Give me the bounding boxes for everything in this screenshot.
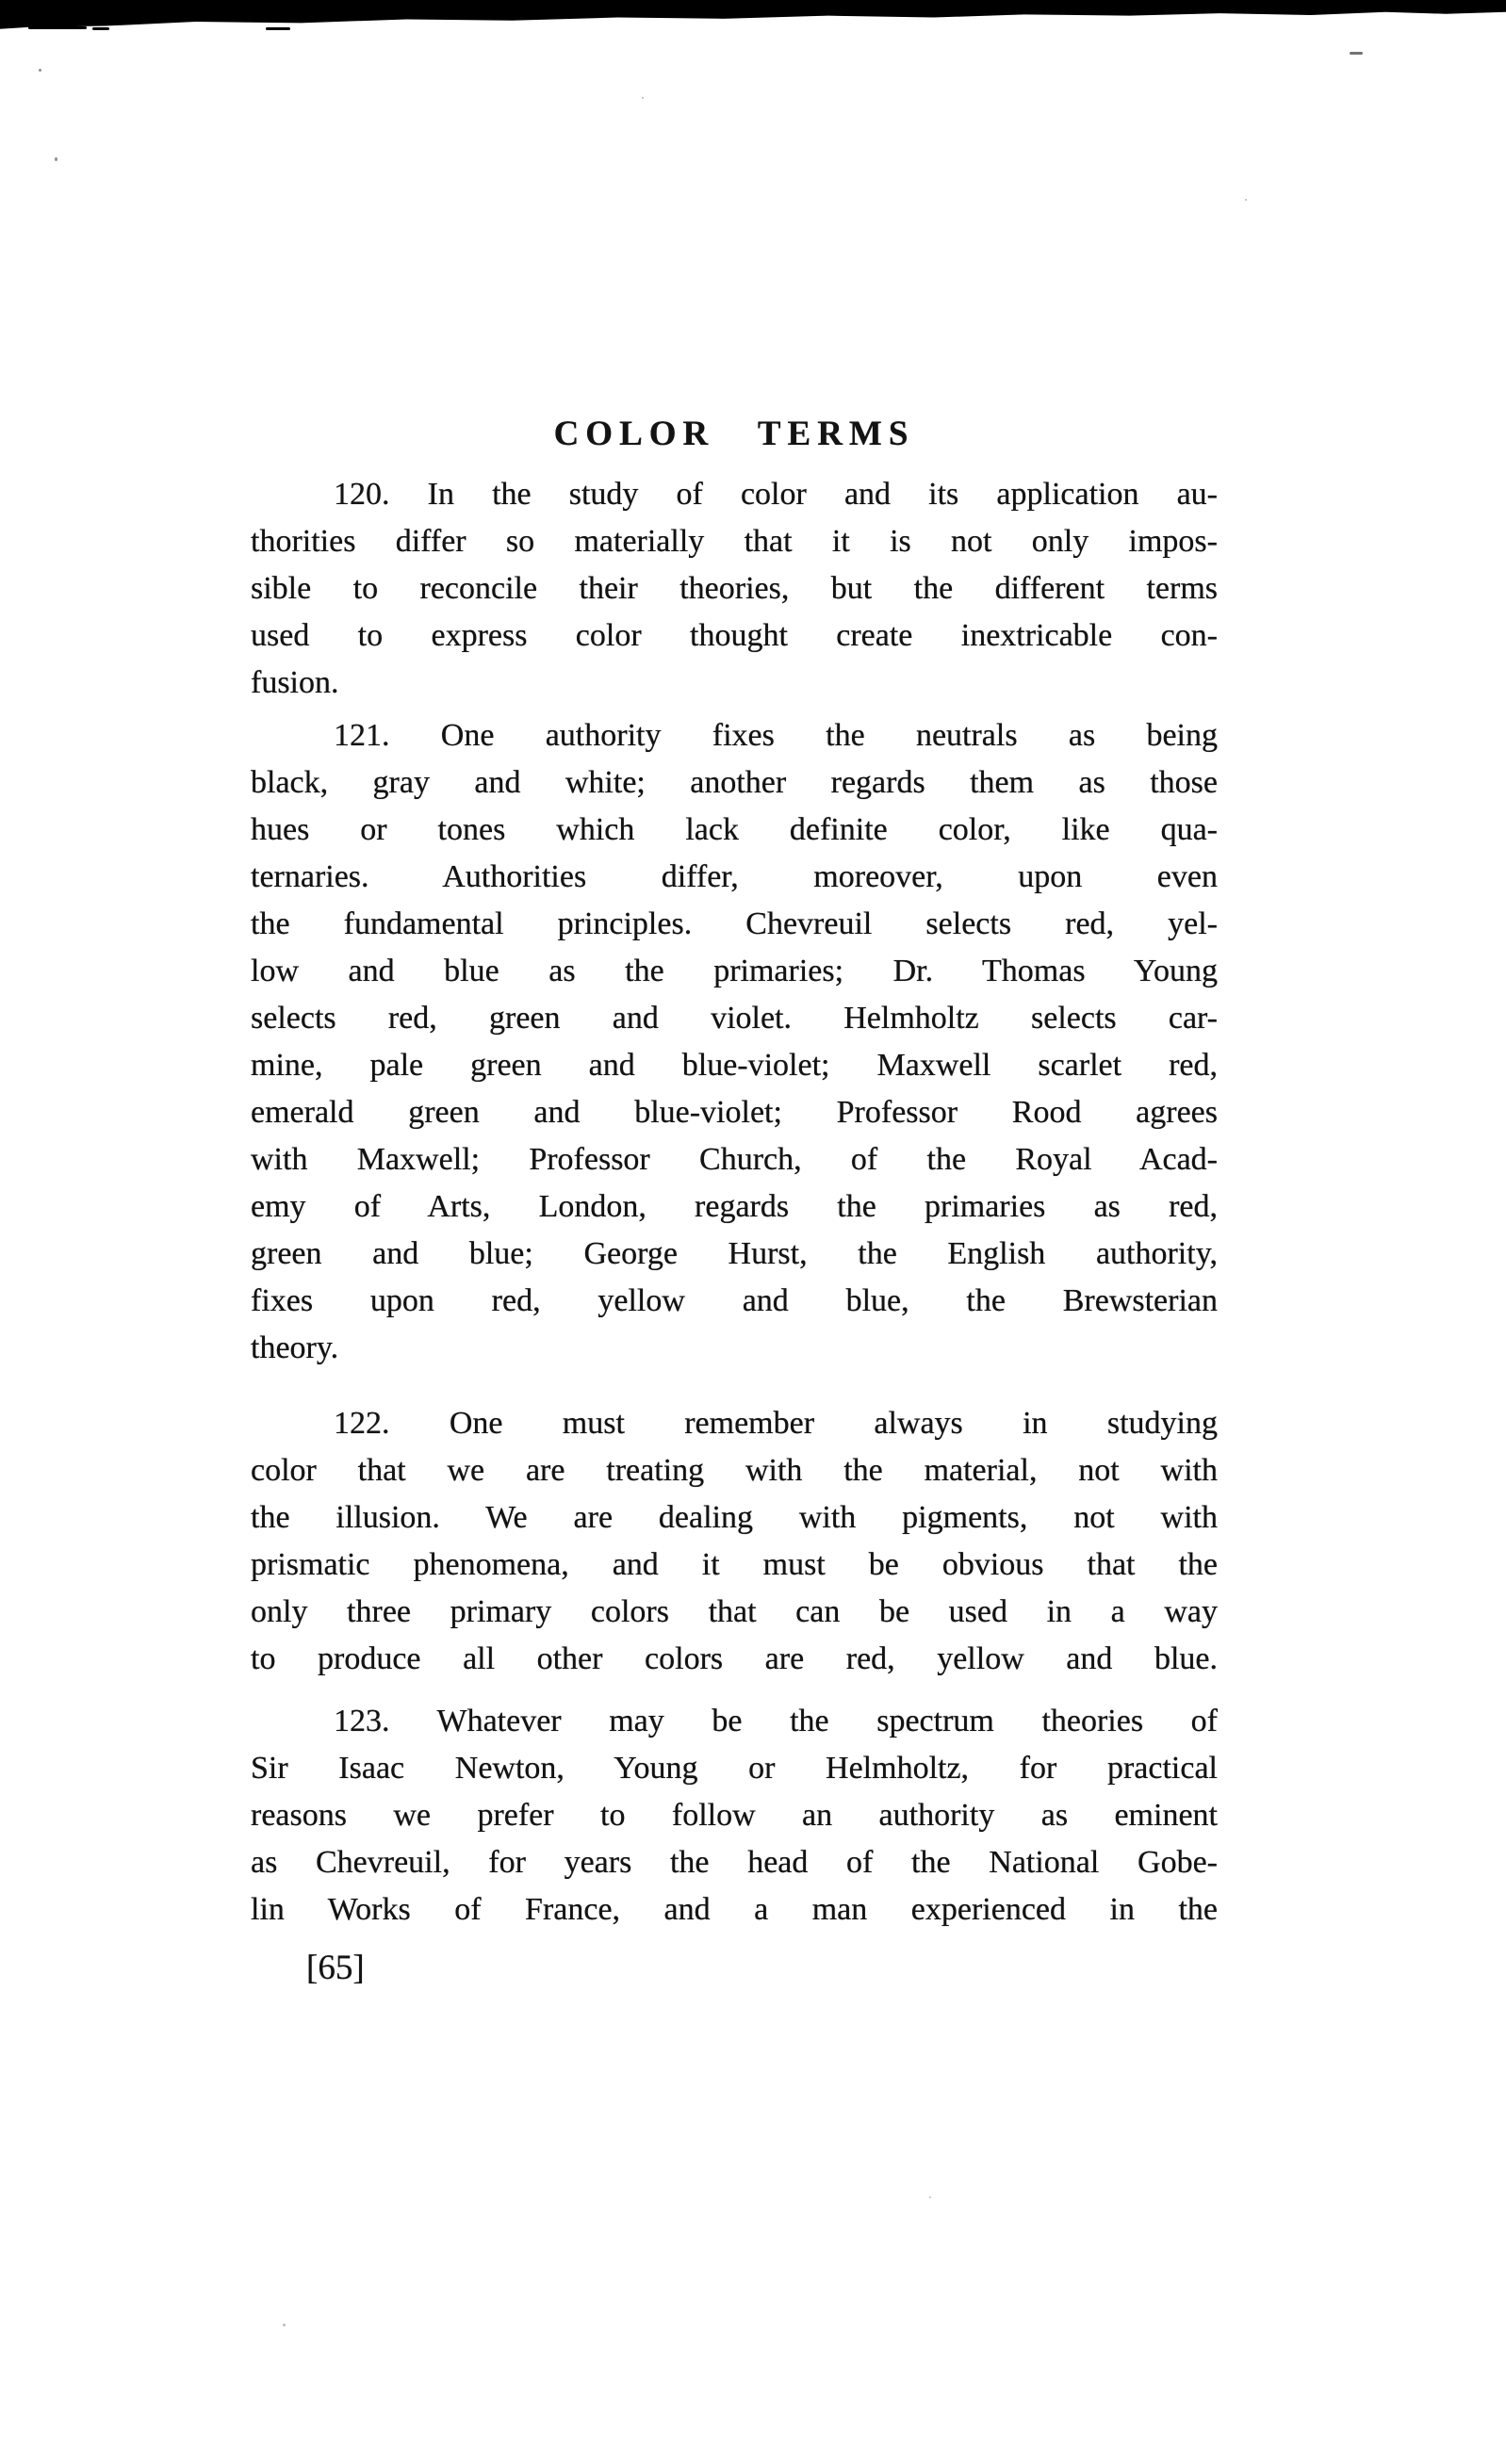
text-line: sible to reconcile their theories, but the different terms (251, 571, 1218, 606)
text-line: 120. In the study of color and its application au- (334, 477, 1218, 512)
scan-speck (929, 2196, 931, 2198)
page-number: [65] (306, 1949, 365, 1987)
text-column (251, 471, 1218, 1992)
text-line: emy of Arts, London, regards the primaries as red, (251, 1189, 1218, 1224)
text-line: reasons we prefer to follow an authority as eminent (251, 1798, 1218, 1833)
text-line: ternaries. Authorities differ, moreover, upon even (251, 859, 1218, 894)
text-line: selects red, green and violet. Helmholtz selects car- (251, 1001, 1218, 1036)
text-line: emerald green and blue-violet; Professor Rood agrees (251, 1095, 1218, 1130)
paragraph-121 (251, 712, 1218, 1372)
text-line: fixes upon red, yellow and blue, the Brewsterian (251, 1283, 1218, 1318)
scan-artifact-top-band (0, 0, 1506, 30)
text-line: 121. One authority fixes the neutrals as being (334, 718, 1218, 753)
scan-artifact-dash (1350, 52, 1363, 55)
scan-speck (55, 157, 57, 161)
text-line: prismatic phenomena, and it must be obvious that the (251, 1547, 1218, 1582)
text-line: lin Works of France, and a man experienced in the (251, 1892, 1218, 1927)
paragraph-123 (251, 1698, 1218, 1934)
scan-artifact-dash (28, 26, 87, 29)
text-line: as Chevreuil, for years the head of the National Gobe- (251, 1845, 1218, 1880)
text-line: color that we are treating with the material, not with (251, 1453, 1218, 1488)
text-line: with Maxwell; Professor Church, of the Royal Acad- (251, 1142, 1218, 1177)
text-line: the illusion. We are dealing with pigments, not with (251, 1500, 1218, 1535)
text-line: only three primary colors that can be used in a way (251, 1594, 1218, 1629)
scan-artifact-dash (266, 27, 290, 30)
text-line: used to express color thought create inextricable con- (251, 618, 1218, 653)
scan-speck (1245, 199, 1247, 201)
paragraph-122 (251, 1400, 1218, 1683)
text-line: green and blue; George Hurst, the English authority, (251, 1236, 1218, 1271)
scan-speck (642, 97, 644, 99)
text-line: theory. (251, 1330, 339, 1365)
text-line: thorities differ so materially that it is not only impos- (251, 524, 1218, 559)
paragraph-120 (251, 471, 1218, 707)
scan-speck (283, 2324, 286, 2326)
text-line: fusion. (251, 665, 339, 700)
text-line: hues or tones which lack definite color, like qua- (251, 812, 1218, 847)
scan-artifact-dash (92, 27, 109, 30)
text-line: low and blue as the primaries; Dr. Thomas Young (251, 954, 1218, 988)
text-line: Sir Isaac Newton, Young or Helmholtz, for practical (251, 1751, 1218, 1786)
text-line: 123. Whatever may be the spectrum theories of (334, 1704, 1218, 1738)
page-title: COLOR TERMS (553, 414, 915, 453)
text-line: to produce all other colors are red, yellow and blue. (251, 1641, 1218, 1676)
scan-speck (39, 69, 41, 72)
text-line: mine, pale green and blue-violet; Maxwell scarlet red, (251, 1048, 1218, 1083)
text-line: 122. One must remember always in studying (334, 1406, 1218, 1441)
text-line: the fundamental principles. Chevreuil selects red, yel- (251, 906, 1218, 941)
text-line: black, gray and white; another regards them as those (251, 765, 1218, 800)
